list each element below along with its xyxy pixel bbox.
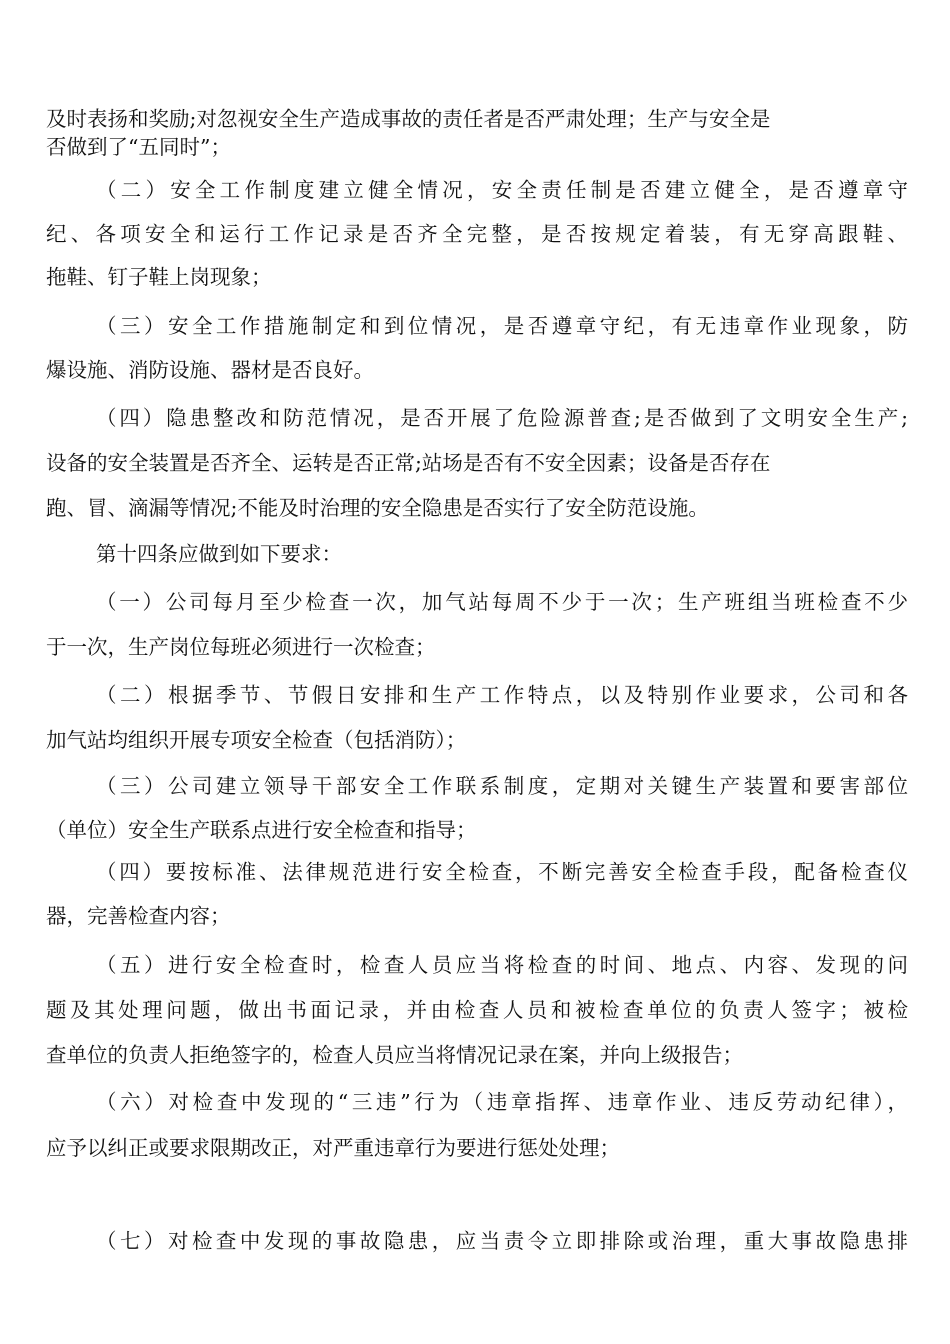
text-line-21: 题及其处理问题，做出书面记录，并由检查人员和被检查单位的负责人签字；被检 [46,998,908,1022]
text-line-23: （六）对检查中发现的“三违”行为（违章指挥、违章作业、违反劳动纪律）， [96,1090,908,1114]
text-line-11: 第十四条应做到如下要求： [96,542,342,566]
text-line-14: （二）根据季节、节假日安排和生产工作特点，以及特别作业要求，公司和各 [96,683,908,707]
text-line-10: 跑、冒、滴漏等情况;不能及时治理的安全隐患是否实行了安全防范设施。 [46,496,709,520]
text-line-15: 加气站均组织开展专项安全检查（包括消防）； [46,728,467,752]
text-line-25: （七）对检查中发现的事故隐患，应当责令立即排除或治理，重大事故隐患排 [96,1229,908,1253]
text-line-7: 爆设施、消防设施、器材是否良好。 [46,358,374,382]
text-line-1: 及时表扬和奖励;对忽视安全生产造成事故的责任者是否严肃处理；生产与安全是 [46,107,771,131]
text-line-20: （五）进行安全检查时，检查人员应当将检查的时间、地点、内容、发现的问 [96,953,908,977]
text-line-13: 于一次，生产岗位每班必须进行一次检查； [46,635,436,659]
text-line-16: （三）公司建立领导干部安全工作联系制度，定期对关键生产装置和要害部位 [96,774,908,798]
text-line-17: （单位）安全生产联系点进行安全检查和指导； [46,818,477,842]
text-line-8: （四）隐患整改和防范情况，是否开展了危险源普查;是否做到了文明安全生产; [96,406,908,430]
text-line-22: 查单位的负责人拒绝签字的，检查人员应当将情况记录在案，并向上级报告； [46,1043,743,1067]
text-line-9: 设备的安全装置是否齐全、运转是否正常;站场是否有不安全因素；设备是否存在 [46,451,771,475]
text-line-4: 纪、各项安全和运行工作记录是否齐全完整，是否按规定着装，有无穿高跟鞋、 [46,222,908,246]
text-line-19: 器，完善检查内容； [46,904,231,928]
text-line-24: 应予以纠正或要求限期改正，对严重违章行为要进行惩处处理； [46,1136,620,1160]
text-line-12: （一）公司每月至少检查一次，加气站每周不少于一次；生产班组当班检查不少 [96,590,908,614]
text-line-5: 拖鞋、钉子鞋上岗现象； [46,265,272,289]
text-line-6: （三）安全工作措施制定和到位情况，是否遵章守纪，有无违章作业现象，防 [96,314,908,338]
text-line-3: （二）安全工作制度建立健全情况，安全责任制是否建立健全，是否遵章守 [96,178,908,202]
text-line-2: 否做到了“五同时”； [46,135,231,159]
text-line-18: （四）要按标准、法律规范进行安全检查，不断完善安全检查手段，配备检查仪 [96,860,908,884]
